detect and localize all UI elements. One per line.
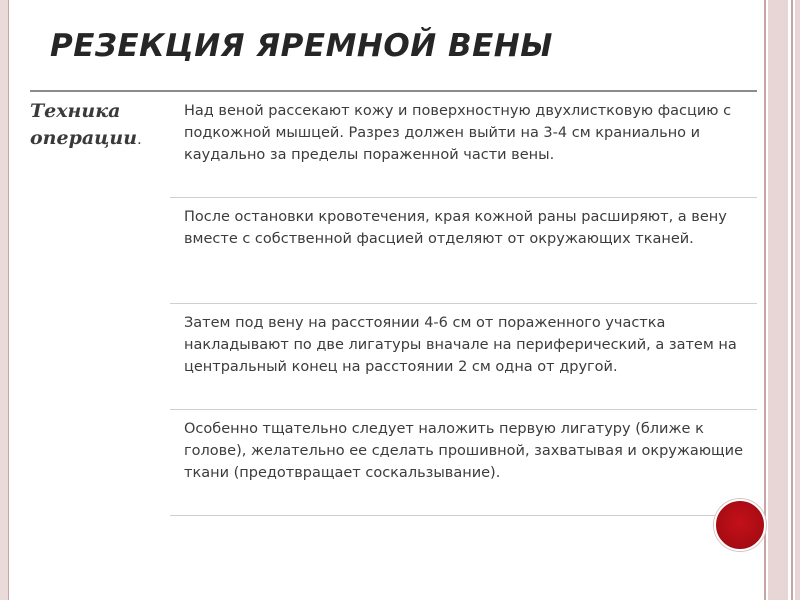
list-item [170,410,757,516]
side-label [30,98,170,154]
list-item [170,304,757,410]
paragraph-text: Затем под вену на расстоянии 4-6 см от пораженного участка накладывают по две лигатуры вначале на периферический, а затем на центральный конец на расстоянии 2 см одна от другой. [184,315,737,375]
list-item [170,198,757,304]
list-item [170,92,757,198]
side-label-line1: Техника [30,100,121,122]
side-label-line2: операции [30,127,138,149]
paragraph-text: Особенно тщательно следует наложить первую лигатуру (ближе к голове), желательно ее сделать прошивной, захватывая и окружающие ткани (предотвращает соскальзывание). [184,421,744,481]
red-circle-decoration [714,499,766,551]
slide-title: РЕЗЕКЦИЯ ЯРЕМНОЙ ВЕНЫ [50,28,553,64]
right-border-decoration [764,0,800,600]
paragraph-text: Над веной рассекают кожу и поверхностную двухлистковую фасцию с подкожной мышцей. Разрез должен выйти на 3-4 см краниально и каудально за пределы пораженной части вены. [184,103,732,163]
content-list [170,92,757,516]
side-label-suffix: . [137,132,142,148]
left-border-decoration [0,0,9,600]
paragraph-text: После остановки кровотечения, края кожной раны расширяют, а вену вместе с собственной фасцией отделяют от окружающих тканей. [184,209,727,247]
